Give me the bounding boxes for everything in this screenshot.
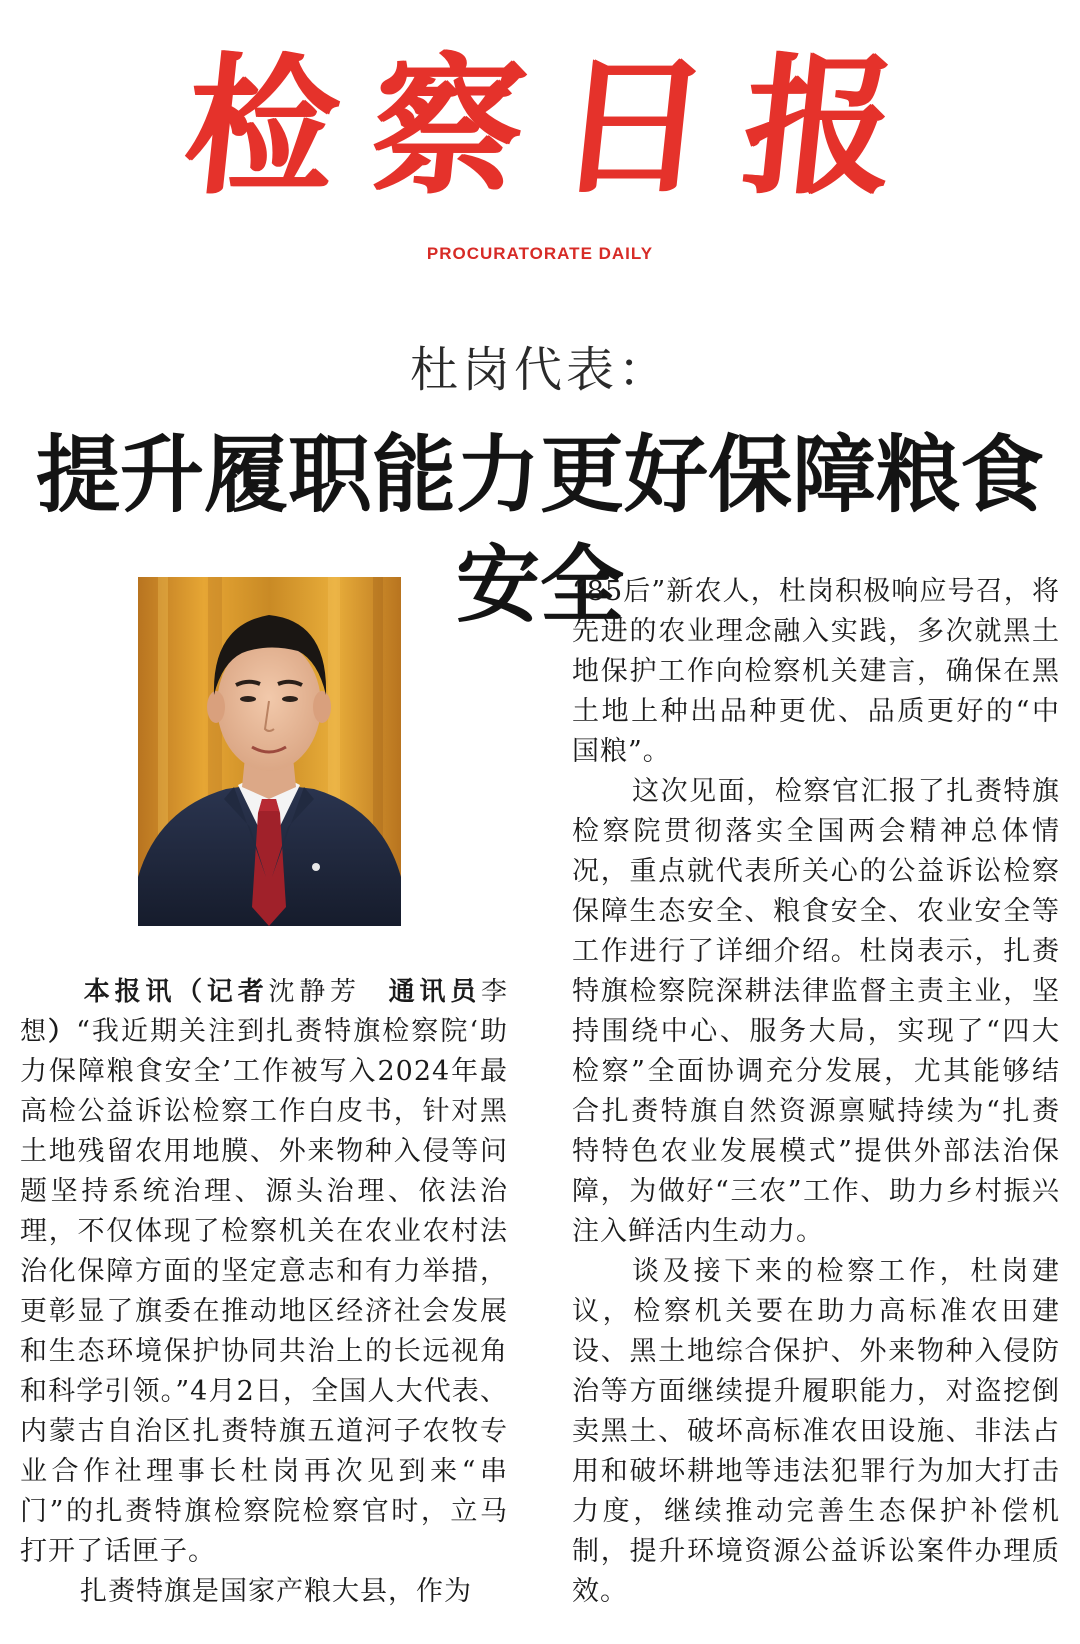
- masthead-subtitle: PROCURATORATE DAILY: [426, 244, 654, 263]
- dateline-close: ）: [48, 1017, 77, 1047]
- correspondent-name: 李想: [20, 977, 508, 1047]
- correspondent-label: 通讯员: [384, 977, 481, 1007]
- article-paragraph: “85后”新农人，杜岗积极响应号召，将先进的农业理念融入实践，多次就黑土地保护工作向检察机关建言，确保在黑土地上种出品种更优、品质更好的“中国粮”。: [572, 576, 1060, 767]
- masthead: [0, 0, 1080, 280]
- article-kicker: 杜岗代表：: [409, 342, 670, 398]
- article-left-column: [20, 972, 508, 1644]
- article-paragraph: 谈及接下来的检察工作，杜岗建议，检察机关要在助力高标准农田建设、黑土地综合保护、外来物种入侵防治等方面继续提升履职能力，对盗挖倒卖黑土、破坏高标准农田设施、非法占用和破坏耕地等违法犯罪行为加大打击力度，继续推动完善生态保护补偿机制，提升环境资源公益诉讼案件办理质效。: [572, 1256, 1060, 1607]
- masthead-title: 检察日报: [176, 39, 940, 215]
- article-headline: 提升履职能力更好保障粮食安全: [35, 425, 1044, 634]
- article-paragraph: 扎赉特旗是国家产粮大县，作为: [80, 1576, 472, 1607]
- dateline-lead: 本报讯（记者: [80, 977, 269, 1007]
- portrait-photo: [138, 577, 401, 926]
- article-paragraph: [20, 972, 508, 1572]
- article-paragraph: 这次见面，检察官汇报了扎赉特旗检察院贯彻落实全国两会精神总体情况，重点就代表所关心的公益诉讼检察保障生态安全、粮食安全、农业安全等工作进行了详细介绍。杜岗表示，扎赉特旗检察院深耕法律监督主责主业，坚持围绕中心、服务大局，实现了“四大检察”全面协调充分发展，尤其能够结合扎赉特旗自然资源禀赋持续为“扎赉特特色农业发展模式”提供外部法治保障，为做好“三农”工作、助力乡村振兴注入鲜活内生动力。: [572, 776, 1060, 1247]
- article-right-column: [572, 572, 1060, 1644]
- reporter-name: 沈静芳: [268, 977, 361, 1007]
- article-body-text: “我近期关注到扎赉特旗检察院‘助力保障粮食安全’工作被写入2024年最高检公益诉讼检察工作白皮书，针对黑土地残留农用地膜、外来物种入侵等问题坚持系统治理、源头治理、依法治理，不仅体现了检察机关在农业农村法治化保障方面的坚定意志和有力举措，更彰显了旗委在推动地区经济社会发展和生态环境保护协同共治上的长远视角和科学引领。”4月2日，全国人大代表、内蒙古自治区扎赉特旗五道河子农牧专业合作社理事长杜岗再次见到来“串门”的扎赉特旗检察院检察官时，立马打开了话匣子。: [20, 1016, 508, 1567]
